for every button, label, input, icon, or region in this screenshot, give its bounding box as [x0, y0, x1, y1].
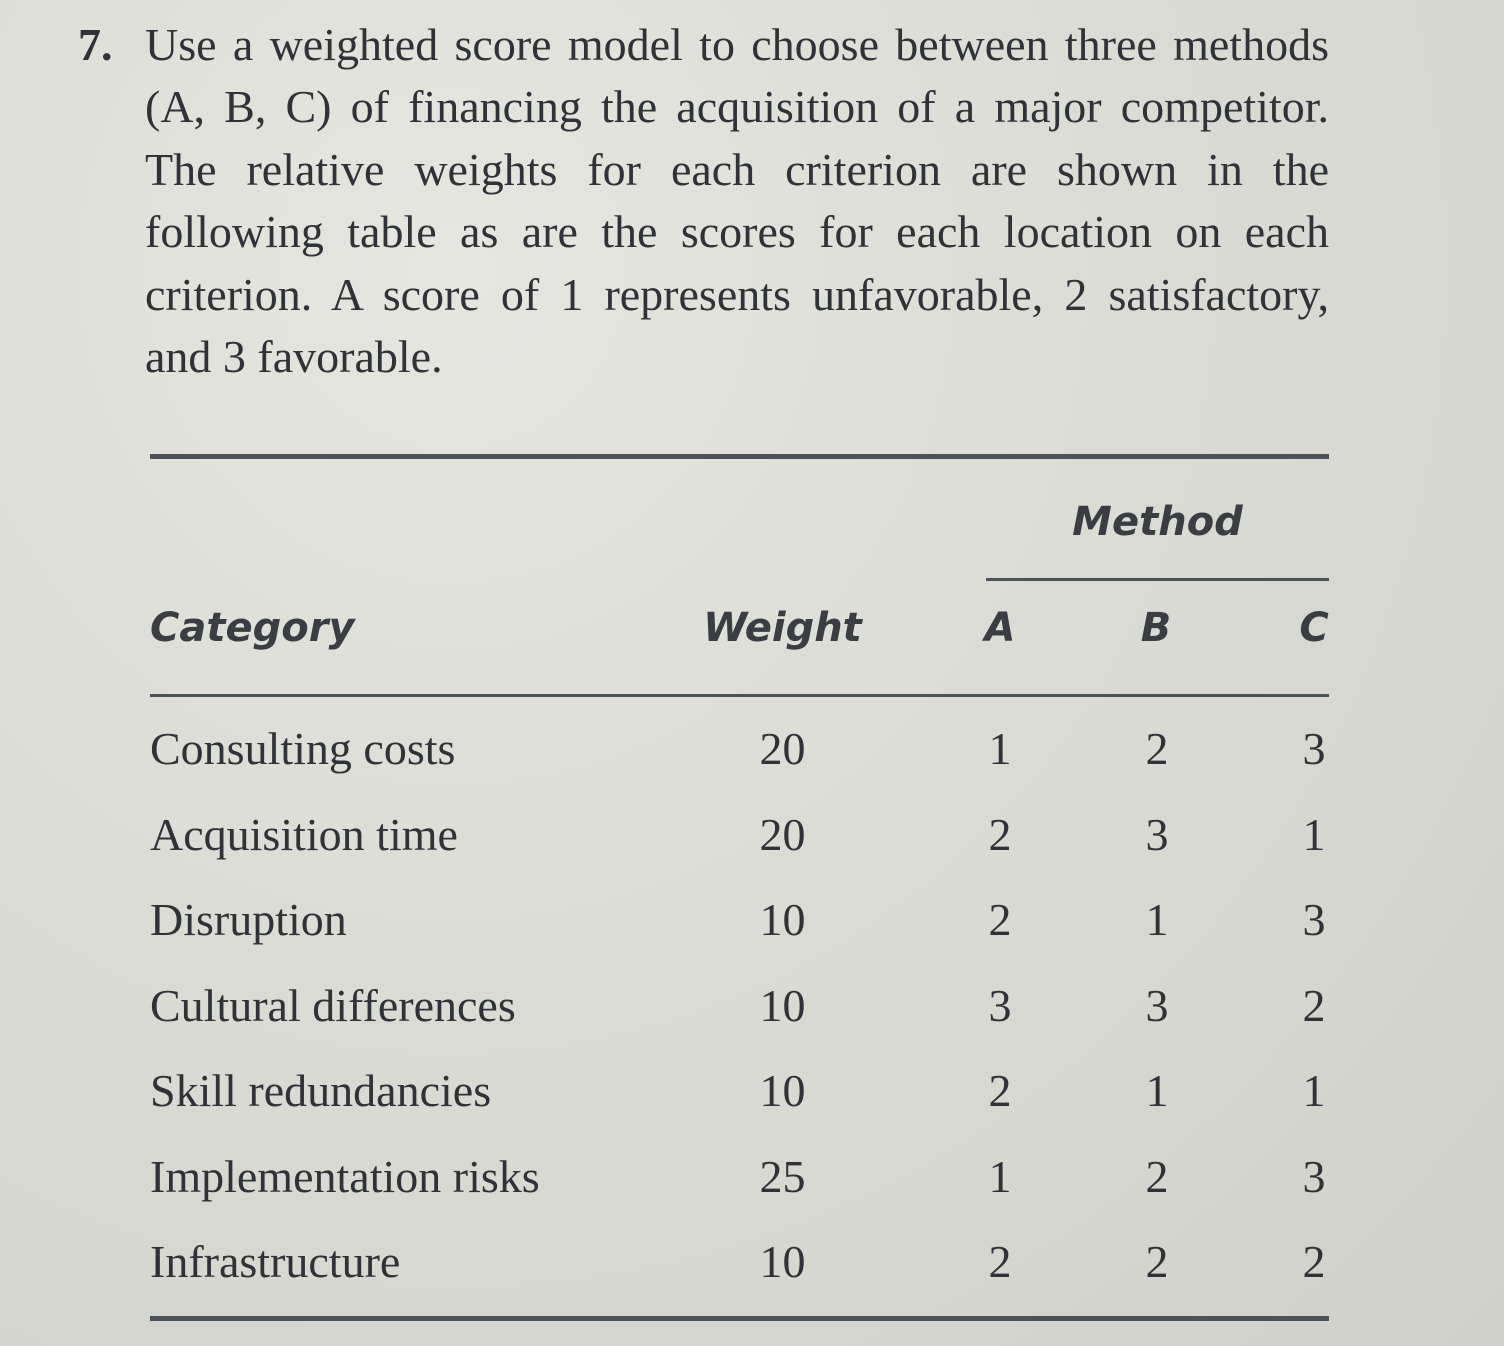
- method-a-score: 3: [988, 979, 1012, 1031]
- table-row: [0, 706, 1504, 792]
- method-c-score: 3: [1302, 894, 1326, 945]
- method-c-score: 1: [1302, 1065, 1326, 1116]
- weight-cell: 10: [759, 1236, 806, 1287]
- category-cell: Skill redundancies: [150, 1065, 492, 1116]
- method-a-score: 2: [988, 1065, 1012, 1116]
- category-cell: Implementation risks: [150, 1150, 540, 1202]
- method-b-score: 1: [1145, 1065, 1169, 1116]
- table-bottom-rule: [150, 1316, 1329, 1321]
- weight-cell: 10: [759, 894, 806, 945]
- table-row: [0, 792, 1504, 878]
- method-c-score: 2: [1302, 979, 1326, 1031]
- category-cell: Consulting costs: [150, 723, 456, 774]
- method-b-score: 3: [1145, 808, 1169, 860]
- method-c-score: 3: [1302, 723, 1326, 774]
- table-row: [0, 1219, 1504, 1305]
- weight-cell: 20: [759, 723, 806, 774]
- method-c-score: 2: [1302, 1236, 1326, 1287]
- method-header-rule: [986, 578, 1329, 581]
- method-group-header: Method: [1072, 499, 1243, 545]
- weight-cell: 10: [759, 979, 806, 1031]
- category-cell: Acquisition time: [150, 808, 458, 860]
- method-a-score: 1: [988, 723, 1012, 774]
- problem-number: 7.: [78, 19, 113, 70]
- table-top-rule: [150, 454, 1329, 459]
- method-c-score: 3: [1302, 1150, 1326, 1202]
- table-row: [0, 1134, 1504, 1220]
- method-b-score: 2: [1145, 1236, 1169, 1287]
- method-a-score: 2: [988, 1236, 1012, 1287]
- method-b-score: 1: [1145, 894, 1169, 945]
- category-cell: Cultural differences: [150, 979, 516, 1031]
- method-a-score: 2: [988, 894, 1012, 945]
- method-b-score: 3: [1145, 979, 1169, 1031]
- category-cell: Infrastructure: [150, 1236, 401, 1287]
- table-header-rule: [150, 694, 1329, 697]
- method-c-score: 1: [1302, 808, 1326, 860]
- table-body: [0, 706, 1504, 1305]
- problem-text: Use a weighted score model to choose between three methods (A, B, C) of financing the acquisition of a major competitor. The relative weights for each criterion are shown in the following table as are the scores for each location on each criterion. A score of 1 represents unfavorable, 2 satisfactory, and 3 favorable.: [145, 19, 1329, 383]
- weight-cell: 10: [759, 1065, 806, 1116]
- problem-statement: [78, 14, 1338, 388]
- weight-column-header: Weight: [703, 605, 862, 651]
- method-b-score: 2: [1145, 1150, 1169, 1202]
- method-a-score: 1: [988, 1150, 1012, 1202]
- table-row: [0, 1048, 1504, 1134]
- weight-cell: 25: [759, 1150, 806, 1202]
- method-a-column-header: A: [984, 605, 1016, 651]
- method-c-column-header: C: [1299, 605, 1329, 651]
- category-cell: Disruption: [150, 894, 347, 945]
- method-b-score: 2: [1145, 723, 1169, 774]
- method-a-score: 2: [988, 808, 1012, 860]
- weight-cell: 20: [759, 808, 806, 860]
- table-row: [0, 963, 1504, 1049]
- table-row: [0, 877, 1504, 963]
- method-b-column-header: B: [1140, 605, 1172, 651]
- category-column-header: Category: [150, 605, 355, 651]
